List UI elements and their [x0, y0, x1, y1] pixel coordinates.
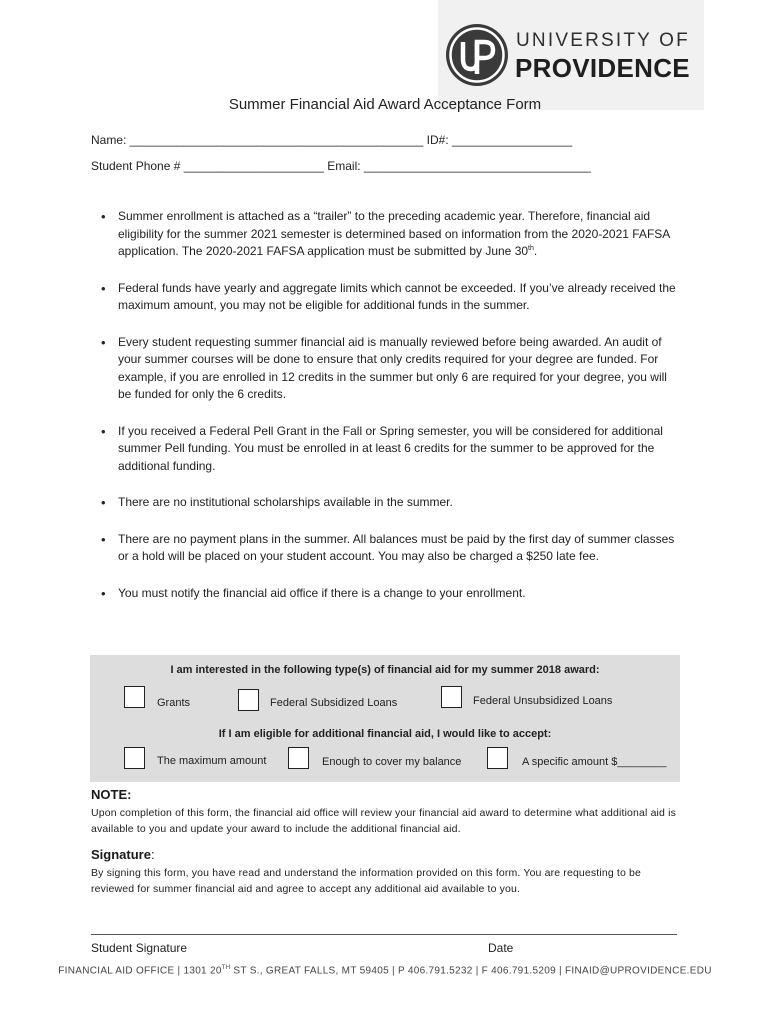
aid-selection-panel: [90, 655, 680, 782]
note-heading: NOTE:: [91, 787, 132, 802]
logo-text-providence: PROVIDENCE: [515, 53, 690, 83]
list-item: • Federal funds have yearly and aggregate limits which cannot be exceeded. If you’ve already received the maximum amount, you may not be eligible for additional funds in the summer.: [118, 280, 678, 315]
date-label: Date: [488, 941, 514, 955]
maximum-amount-label: The maximum amount: [157, 755, 267, 767]
subsidized-loans-label: Federal Subsidized Loans: [270, 697, 398, 709]
list-item: • There are no payment plans in the summer. All balances must be paid by the first day of summer classes or a hold will be placed on your student account. You may also be charged a $250 late fee.: [118, 531, 678, 566]
aid-type-heading: I am interested in the following type(s) of financial aid for my summer 2018 award:: [170, 664, 600, 676]
maximum-amount-checkbox[interactable]: [124, 747, 145, 769]
grants-checkbox[interactable]: [124, 686, 145, 708]
university-logo: [438, 0, 704, 110]
name-id-field[interactable]: Name: ____________________________________________ ID#: __________________: [91, 133, 573, 147]
signature-heading: Signature:: [91, 847, 155, 862]
up-emblem-icon: [444, 22, 510, 88]
cover-balance-checkbox[interactable]: [288, 747, 309, 769]
note-text: Upon completion of this form, the financial aid office will review your financial aid award to determine what additional aid is available to you and update your award to include the additional financial aid.: [91, 807, 676, 835]
list-item: • There are no institutional scholarships available in the summer.: [118, 494, 678, 512]
signature-line[interactable]: [91, 934, 677, 935]
subsidized-loans-checkbox[interactable]: [238, 689, 259, 711]
student-signature-label: Student Signature: [91, 941, 188, 955]
phone-email-field[interactable]: Student Phone # _____________________ Email: __________________________________: [91, 159, 591, 173]
policy-list: [118, 208, 678, 621]
logo-text-university: UNIVERSITY OF: [516, 30, 690, 51]
list-item: • You must notify the financial aid office if there is a change to your enrollment.: [118, 585, 678, 603]
specific-amount-checkbox[interactable]: [487, 747, 508, 769]
footer-contact: FINANCIAL AID OFFICE | 1301 20TH ST S., GREAT FALLS, MT 59405 | P 406.791.5232 | F 406.791.5209 | FINAID@UPROVIDENCE.EDU: [58, 965, 712, 977]
list-item: • If you received a Federal Pell Grant in the Fall or Spring semester, you will be considered for additional summer Pell funding. You must be enrolled in at least 6 credits for the summer to be approved for the additional funding.: [118, 423, 678, 476]
form-title: Summer Financial Aid Award Acceptance Form: [228, 96, 542, 113]
list-item: • Every student requesting summer financial aid is manually reviewed before being awarded. An audit of your summer courses will be done to ensure that only credits required for your degree are funded. For example, if you are enrolled in 12 credits in the summer but only 6 are required for your degree, you will be funded for only the 6 credits.: [118, 334, 678, 404]
amount-heading: If I am eligible for additional financial aid, I would like to accept:: [218, 728, 552, 740]
signature-text: By signing this form, you have read and understand the information provided on this form. You are requesting to be reviewed for summer financial aid and agree to accept any additional aid available to you.: [91, 867, 642, 895]
specific-amount-label: A specific amount $________: [522, 756, 667, 768]
unsubsidized-loans-checkbox[interactable]: [441, 686, 462, 708]
list-item: • Summer enrollment is attached as a “trailer” to the preceding academic year. Therefore, financial aid eligibility for the summer 2021 semester is determined based on information from the 2020-2021 FAFSA application. The 2020-2021 FAFSA application must be submitted by June 30th.: [118, 208, 678, 261]
cover-balance-label: Enough to cover my balance: [322, 756, 462, 768]
unsubsidized-loans-label: Federal Unsubsidized Loans: [473, 695, 613, 707]
grants-label: Grants: [157, 697, 191, 709]
